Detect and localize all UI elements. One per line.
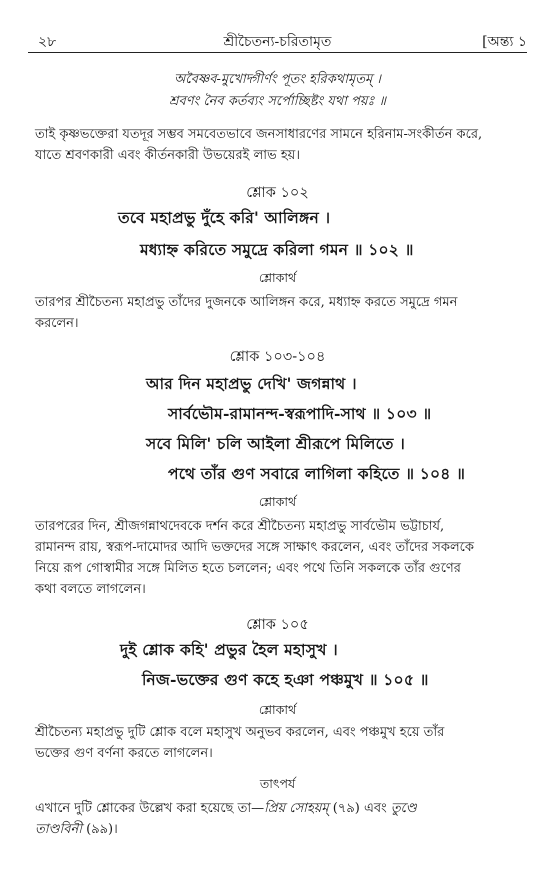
translation-102 <box>35 292 520 334</box>
verse-heading-102: শ্লোক ১০২ <box>246 185 309 201</box>
purport-citation-2-part-1: তুণ্ডে <box>390 801 417 816</box>
verse-103-line-2: সার্বভৌম-রামানন্দ-স্বরূপাদি-সাথ ॥ ১০৩ ॥ <box>168 404 432 423</box>
verse-heading-105: শ্লোক ১০৫ <box>246 617 309 633</box>
purport-line-2 <box>35 819 520 840</box>
header-rule <box>28 52 527 53</box>
verse-105-line-2: নিজ-ভক্তের গুণ কহে হঞা পঞ্চমুখ ॥ ১০৫ ॥ <box>142 670 429 689</box>
translation-103-104 <box>35 516 520 600</box>
translation-102-line-2: করলেন। <box>35 316 79 331</box>
verse-103-line-1: আর দিন মহাপ্রভু দেখি' জগন্নাথ । <box>146 374 357 393</box>
purport-line-1-mid: (৭৯) এবং <box>328 801 391 816</box>
section-marker: [অন্ত্য ১ <box>482 34 527 50</box>
verse-102-line-2: মধ্যাহ্ন করিতে সমুদ্রে করিলা গমন ॥ ১০২ ॥ <box>140 240 414 259</box>
intro-para-line-1: তাই কৃষ্ণভক্তেরা যতদূর সম্ভব সমবেতভাবে জনসাধারণের সামনে হরিনাম-সংকীর্তন করে, <box>35 127 483 142</box>
translation-heading-102: শ্লোকার্থ <box>258 270 297 285</box>
verse-104-line-2: পথে তাঁর গুণ সবারে লাগিলা কহিতে ॥ ১০৪ ॥ <box>168 464 466 483</box>
verse-102-line-1: তবে মহাপ্রভু দুঁহে করি' আলিঙ্গন । <box>118 208 331 227</box>
verse-heading-103-104: শ্লোক ১০৩-১০৪ <box>229 349 326 365</box>
translation-105-line-2: ভক্তের গুণ বর্ণনা করতে লাগলেন। <box>35 746 213 761</box>
purport-heading: তাৎপর্য <box>259 776 296 791</box>
book-title: শ্রীচৈতন্য-চরিতামৃত <box>223 34 332 50</box>
translation-103-104-line-1: তারপরের দিন, শ্রীজগন্নাথদেবকে দর্শন করে শ্রীচৈতন্য মহাপ্রভু সার্বভৌম ভট্টাচার্য, <box>35 519 445 534</box>
purport-line-2-text: (৯৯)। <box>81 822 118 837</box>
translation-105-line-1: শ্রীচৈতন্য মহাপ্রভু দুটি শ্লোক বলে মহাসুখ অনুভব করলেন, এবং পঞ্চমুখ হয়ে তাঁর <box>35 725 445 740</box>
intro-verse-line-2: শ্রবণং নৈব কর্তব্যং সর্পোচ্ছিষ্টং যথা পয়ঃ ॥ <box>169 94 386 109</box>
intro-verse-line-1: অবৈষ্ণব-মুখোদ্গীর্ণং পূতং হরিকথামৃতম্‌ । <box>174 72 381 87</box>
purport-line-1-text: এখানে দুটি শ্লোকের উল্লেখ করা হয়েছে তা— <box>35 801 265 816</box>
verse-104-line-1: সবে মিলি' চলি আইলা শ্রীরূপে মিলিতে । <box>146 434 405 453</box>
purport-line-1 <box>35 798 520 819</box>
verse-105-line-1: দুই শ্লোক কহি' প্রভুর হৈল মহাসুখ । <box>120 640 338 659</box>
running-header <box>28 30 527 52</box>
intro-paragraph <box>35 124 520 166</box>
purport-paragraph <box>35 798 520 840</box>
translation-103-104-line-3: নিয়ে রূপ গোস্বামীর সঙ্গে মিলিত হতে চললেন; এবং পথে তিনি সকলকে তাঁর গুণের <box>35 561 461 576</box>
translation-102-line-1: তারপর শ্রীচৈতন্য মহাপ্রভু তাঁদের দুজনকে আলিঙ্গন করে, মধ্যাহ্ন করতে সমুদ্রে গমন <box>35 295 458 310</box>
purport-citation-2-part-2: তাণ্ডবিনী <box>35 822 82 837</box>
translation-heading-103-104: শ্লোকার্থ <box>258 494 297 509</box>
translation-105 <box>35 722 520 764</box>
translation-heading-105: শ্লোকার্থ <box>258 702 297 717</box>
purport-citation-1: প্রিয় সোহয়ম্‌ <box>264 801 329 816</box>
translation-103-104-line-2: রামানন্দ রায়, স্বরূপ-দামোদর আদি ভক্তদের সঙ্গে সাক্ষাৎ করলেন, এবং তাঁদের সকলকে <box>35 540 474 555</box>
intro-para-line-2: যাতে শ্রবণকারী এবং কীর্তনকারী উভয়েরই লাভ হয়। <box>35 148 300 163</box>
page-number: ২৮ <box>38 34 57 50</box>
translation-103-104-line-4: কথা বলতে লাগলেন। <box>35 582 146 597</box>
